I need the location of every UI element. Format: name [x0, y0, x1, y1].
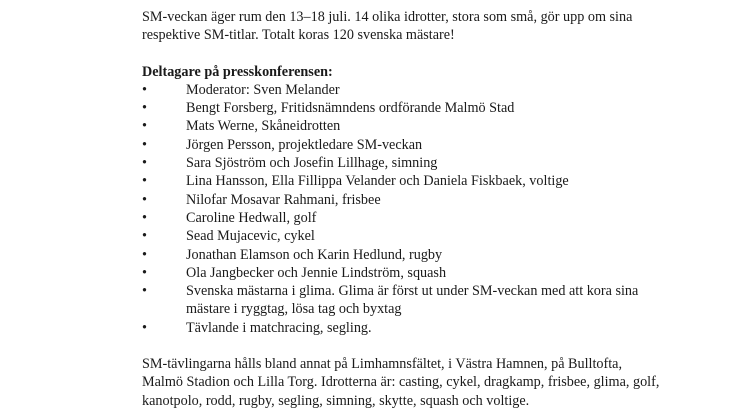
- intro-paragraph: SM-veckan äger rum den 13–18 juli. 14 olika idrotter, stora som små, gör upp om sina respektive SM-titlar. Totalt koras 120 svenska mästare!: [142, 9, 633, 44]
- outro-paragraph: SM-tävlingarna hålls bland annat på Limhamnsfältet, i Västra Hamnen, på Bulltofta, Malmö Stadion och Lilla Torg. Idrotterna är: casting, cykel, dragkamp, frisbee, glima, golf, kanotpolo, rodd, rugby, segling, simning, skytte, squash och voltige.: [142, 356, 660, 409]
- list-item: [142, 282, 662, 319]
- participants-heading: Deltagare på presskonferensen:: [142, 63, 333, 80]
- bullet-icon: •: [142, 118, 147, 135]
- list-item-text: Jonathan Elamson och Karin Hedlund, rugby: [186, 246, 443, 263]
- bullet-icon: •: [142, 173, 147, 190]
- list-item-text: Svenska mästarna i glima. Glima är först ut under SM-veckan med att kora sina mästare i ryggtag, lösa tag och byxtag: [186, 283, 639, 318]
- list-item-text: Bengt Forsberg, Fritidsnämndens ordförande Malmö Stad: [186, 100, 515, 117]
- bullet-icon: •: [142, 100, 147, 117]
- list-item: [142, 172, 662, 190]
- list-item-text: Ola Jangbecker och Jennie Lindström, squash: [186, 264, 447, 281]
- list-item: [142, 209, 662, 227]
- list-item: [142, 227, 662, 245]
- list-item: [142, 117, 662, 135]
- list-item-text: Sara Sjöström och Josefin Lillhage, simning: [186, 155, 438, 172]
- bullet-icon: •: [142, 191, 147, 208]
- bullet-icon: •: [142, 228, 147, 245]
- bullet-icon: •: [142, 81, 147, 98]
- list-item-text: Mats Werne, Skåneidrotten: [186, 118, 341, 135]
- list-item-text: Moderator: Sven Melander: [186, 81, 340, 98]
- document-body: [142, 8, 662, 410]
- list-item: [142, 191, 662, 209]
- bullet-icon: •: [142, 155, 147, 172]
- list-item: [142, 264, 662, 282]
- participants-list: [142, 81, 662, 337]
- list-item: [142, 319, 662, 337]
- bullet-icon: •: [142, 209, 147, 226]
- list-item-text: Sead Mujacevic, cykel: [186, 228, 315, 245]
- list-item: [142, 81, 662, 99]
- list-item-text: Caroline Hedwall, golf: [186, 209, 317, 226]
- list-item-text: Lina Hansson, Ella Fillippa Velander och Daniela Fiskbaek, voltige: [186, 173, 569, 190]
- list-item-text: Tävlande i matchracing, segling.: [186, 319, 372, 336]
- bullet-icon: •: [142, 283, 147, 300]
- list-item-text: Jörgen Persson, projektledare SM-veckan: [186, 136, 423, 153]
- list-item: [142, 136, 662, 154]
- bullet-icon: •: [142, 246, 147, 263]
- bullet-icon: •: [142, 264, 147, 281]
- list-item: [142, 246, 662, 264]
- list-item: [142, 99, 662, 117]
- bullet-icon: •: [142, 319, 147, 336]
- bullet-icon: •: [142, 136, 147, 153]
- list-item: [142, 154, 662, 172]
- list-item-text: Nilofar Mosavar Rahmani, frisbee: [186, 191, 381, 208]
